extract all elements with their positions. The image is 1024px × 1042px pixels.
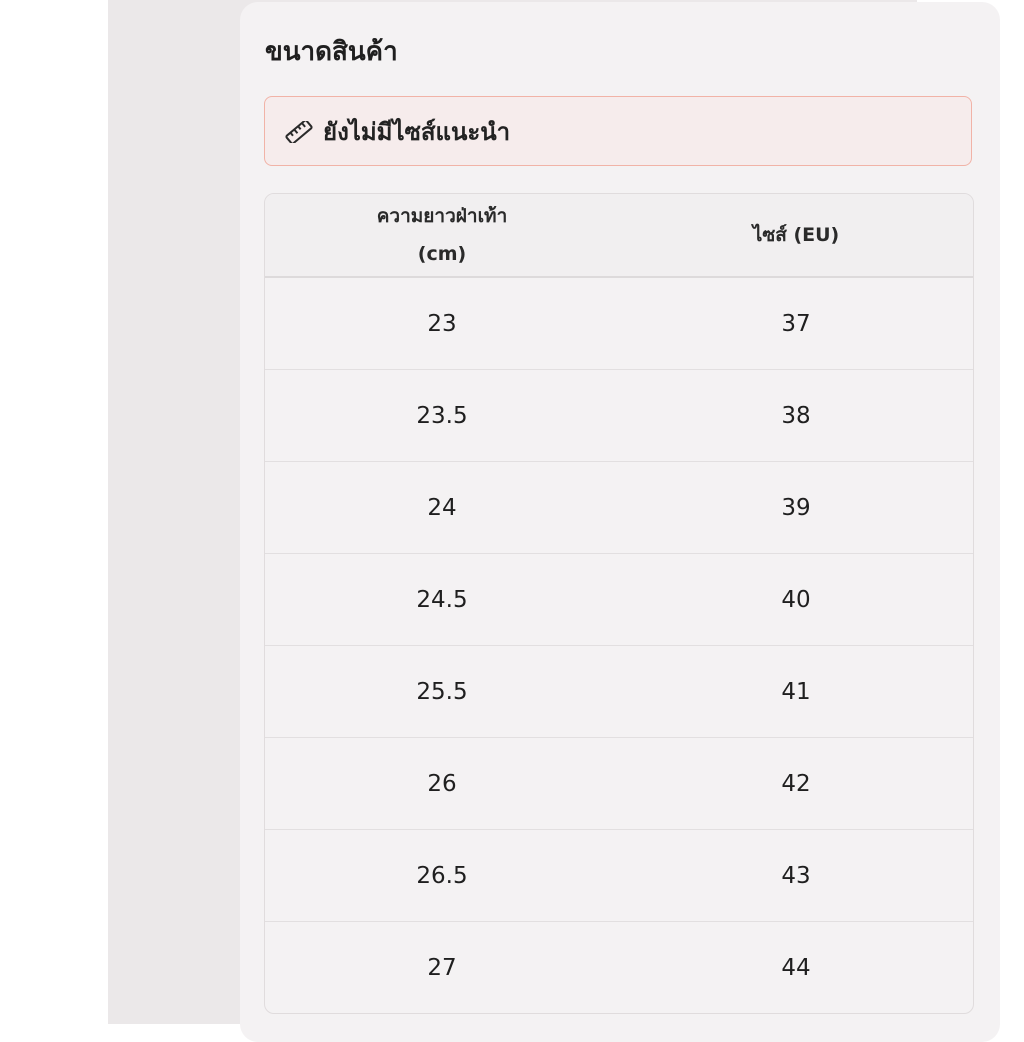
- size-recommendation-notice: [264, 96, 972, 166]
- cell-foot-length: 23.5: [416, 402, 468, 429]
- size-table: [264, 193, 974, 1014]
- cell-foot-length: 27: [427, 954, 457, 981]
- cell-foot-length: 25.5: [416, 678, 468, 705]
- table-row: [265, 554, 973, 646]
- header-foot-length-label: ความยาวฝ่าเท้า: [376, 205, 508, 227]
- cell-size-eu: 41: [781, 678, 811, 705]
- cell-foot-length: 26: [427, 770, 457, 797]
- cell-size-eu: 40: [781, 586, 811, 613]
- table-row: [265, 738, 973, 830]
- cell-foot-length: 23: [427, 310, 457, 337]
- cell-foot-length: 24.5: [416, 586, 468, 613]
- cell-size-eu: 37: [781, 310, 811, 337]
- cell-size-eu: 38: [781, 402, 811, 429]
- table-body: [265, 278, 973, 1013]
- header-foot-length-unit: (cm): [417, 243, 467, 265]
- section-title: ขนาดสินค้า: [265, 37, 398, 67]
- size-guide-card: [240, 2, 1000, 1042]
- cell-size-eu: 39: [781, 494, 811, 521]
- table-row: [265, 462, 973, 554]
- table-row: [265, 830, 973, 922]
- notice-text: ยังไม่มีไซส์แนะนำ: [323, 118, 511, 146]
- screen-background: [108, 0, 917, 1024]
- cell-foot-length: 26.5: [416, 862, 468, 889]
- cell-size-eu: 44: [781, 954, 811, 981]
- table-row: [265, 922, 973, 1013]
- cell-size-eu: 43: [781, 862, 811, 889]
- header-size-eu: ไซส์ (EU): [752, 224, 840, 246]
- table-row: [265, 370, 973, 462]
- cell-foot-length: 24: [427, 494, 457, 521]
- table-header: [265, 194, 973, 278]
- cell-size-eu: 42: [781, 770, 811, 797]
- header-foot-length: [265, 194, 619, 276]
- table-row: [265, 646, 973, 738]
- ruler-icon: [285, 121, 313, 143]
- table-row: [265, 278, 973, 370]
